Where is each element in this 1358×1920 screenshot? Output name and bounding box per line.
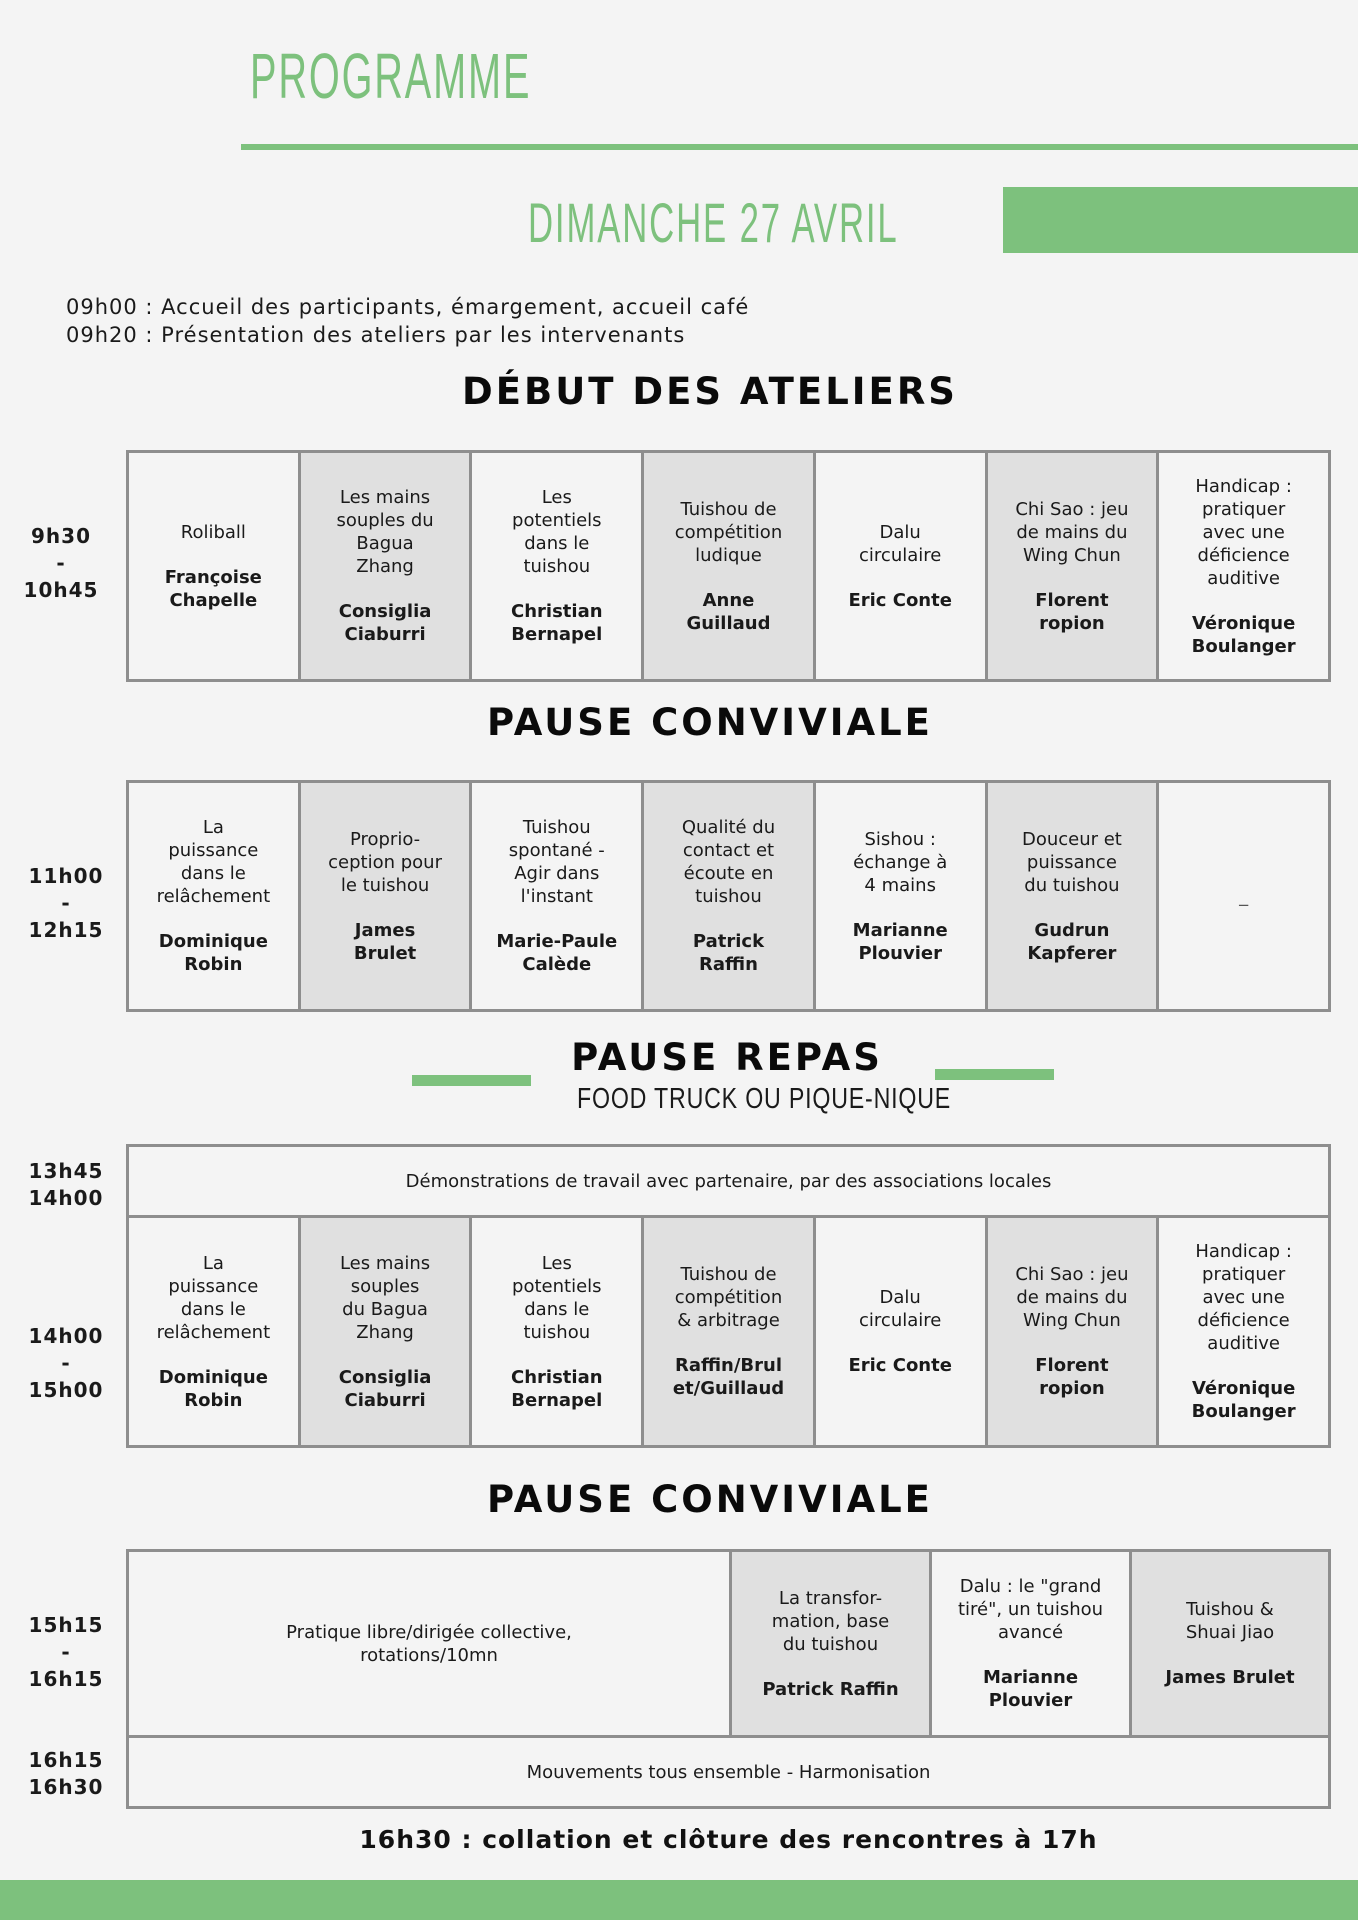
workshop-title: Sishou : échange à 4 mains [853, 828, 948, 896]
time-slot: 11h00 - 12h15 [28, 864, 104, 942]
title-underline [241, 144, 1358, 150]
workshop-speaker: Consiglia Ciaburri [338, 1366, 432, 1411]
workshop-title: Handicap : pratiquer avec une déficience auditive [1195, 1241, 1292, 1354]
intro-line: 09h20 : Présentation des ateliers par les intervenants [66, 323, 686, 347]
workshop-grid-3 [126, 1215, 1331, 1448]
workshop-cell [988, 783, 1157, 1009]
workshop-cell [644, 1218, 813, 1445]
workshop-title: Dalu : le "grand tiré", un tuishou avancé [957, 1576, 1104, 1643]
workshop-cell [301, 783, 470, 1009]
workshop-grid-2 [126, 780, 1331, 1012]
workshop-speaker: Consiglia Ciaburri [338, 601, 432, 645]
free-practice-cell [129, 1552, 729, 1735]
workshop-cell [816, 1218, 985, 1445]
workshop-cell [732, 1552, 929, 1735]
demo-row [126, 1144, 1331, 1218]
workshop-cell [988, 453, 1157, 679]
lunch-heading: PAUSE REPAS [571, 1036, 883, 1079]
workshop-title: Les mains souples du Bagua Zhang [336, 487, 434, 577]
final-row [126, 1735, 1331, 1809]
time-slot: 14h00 - 15h00 [28, 1324, 104, 1402]
section-heading: DÉBUT DES ATELIERS [462, 370, 958, 413]
footer-bar [0, 1880, 1358, 1920]
workshop-cell [644, 783, 813, 1009]
section-heading: PAUSE CONVIVIALE [487, 701, 933, 744]
workshop-speaker: Eric Conte [848, 589, 952, 611]
demo-text: Démonstrations de travail avec partenaire, par des associations locales [405, 1170, 1052, 1192]
workshop-grid-1 [126, 450, 1331, 682]
workshop-speaker: Marianne Plouvier [982, 1667, 1079, 1711]
workshop-cell [472, 1218, 641, 1445]
workshop-title: Tuishou de compétition ludique [674, 498, 783, 566]
intro-line: 09h00 : Accueil des participants, émargement, accueil café [66, 295, 750, 319]
workshop-speaker: Marianne Plouvier [852, 919, 948, 964]
workshop-cell [644, 453, 813, 679]
workshop-title: Les potentiels dans le tuishou [512, 1252, 602, 1343]
final-text: Mouvements tous ensemble - Harmonisation [526, 1761, 931, 1783]
demo-cell [129, 1147, 1328, 1215]
workshop-title: La puissance dans le relâchement [156, 1252, 271, 1343]
workshop-speaker: Gudrun Kapferer [1027, 919, 1117, 964]
workshop-cell [1159, 783, 1328, 1009]
section-heading: PAUSE CONVIVIALE [487, 1478, 933, 1521]
workshop-cell [1159, 453, 1328, 679]
time-slot: 9h30 - 10h45 [23, 524, 99, 602]
time-slot: 13h45 14h00 [28, 1159, 104, 1210]
workshop-cell [816, 453, 985, 679]
workshop-title: Handicap : pratiquer avec une déficience auditive [1195, 475, 1292, 589]
workshop-title: Dalu circulaire [859, 521, 942, 566]
workshop-cell [932, 1552, 1129, 1735]
workshop-speaker: Florent ropion [1035, 1355, 1109, 1399]
workshop-cell [1132, 1552, 1328, 1735]
workshop-cell [301, 1218, 470, 1445]
workshop-cell [129, 783, 298, 1009]
workshop-title: Les potentiels dans le tuishou [512, 487, 602, 577]
workshop-title: Proprio- ception pour le tuishou [328, 828, 442, 896]
workshop-title: Qualité du contact et écoute en tuishou [681, 817, 776, 907]
time-slot: 16h15 16h30 [28, 1748, 104, 1799]
workshop-speaker: Dominique Robin [158, 931, 268, 975]
workshop-speaker: Françoise Chapelle [164, 566, 262, 611]
final-cell [129, 1738, 1328, 1806]
workshop-title: Roliball [180, 521, 246, 543]
workshop-title: Chi Sao : jeu de mains du Wing Chun [1015, 498, 1129, 566]
workshop-speaker: Anne Guillaud [686, 589, 771, 634]
workshop-speaker: Eric Conte [848, 1355, 952, 1376]
workshop-title: Tuishou de compétition & arbitrage [674, 1264, 783, 1331]
lunch-subheading: FOOD TRUCK OU PIQUE-NIQUE [577, 1083, 952, 1115]
workshop-speaker: James Brulet [1165, 1667, 1295, 1688]
closing-text: 16h30 : collation et clôture des rencontres à 17h [359, 1825, 1098, 1854]
workshop-title: Les mains souples du Bagua Zhang [339, 1252, 431, 1343]
workshop-title: Dalu circulaire [859, 1287, 942, 1331]
workshop-speaker: Véronique Boulanger [1191, 1378, 1296, 1422]
workshop-speaker: Patrick Raffin [692, 931, 765, 975]
workshop-title: La puissance dans le relâchement [156, 817, 271, 907]
time-slot: 15h15 - 16h15 [28, 1613, 104, 1691]
workshop-title: _ [1239, 885, 1249, 907]
workshop-speaker: James Brulet [353, 919, 417, 964]
workshop-speaker: Patrick Raffin [762, 1678, 899, 1700]
workshop-cell [301, 453, 470, 679]
page-title: PROGRAMME [250, 40, 532, 112]
workshop-speaker: Christian Bernapel [511, 1366, 603, 1411]
workshop-speaker: Raffin/Brul et/Guillaud [672, 1355, 785, 1399]
cell-title: Pratique libre/dirigée collective, rotations/10mn [286, 1621, 572, 1666]
workshop-cell [472, 453, 641, 679]
workshop-title: Chi Sao : jeu de mains du Wing Chun [1015, 1264, 1129, 1331]
workshop-title: Douceur et puissance du tuishou [1021, 828, 1122, 896]
workshop-title: Tuishou spontané - Agir dans l'instant [508, 817, 605, 907]
workshop-speaker: Marie-Paule Calède [496, 931, 618, 975]
workshop-cell [988, 1218, 1157, 1445]
workshop-speaker: Christian Bernapel [511, 601, 603, 645]
workshop-cell [1159, 1218, 1328, 1445]
date-bar [1003, 187, 1358, 253]
date-heading: DIMANCHE 27 AVRIL [528, 191, 899, 254]
workshop-speaker: Dominique Robin [158, 1366, 268, 1411]
workshop-cell [472, 783, 641, 1009]
workshop-grid-4 [126, 1549, 1331, 1738]
workshop-speaker: Florent ropion [1035, 589, 1109, 634]
workshop-cell [816, 783, 985, 1009]
workshop-speaker: Véronique Boulanger [1191, 612, 1296, 657]
workshop-cell [129, 453, 298, 679]
workshop-cell [129, 1218, 298, 1445]
workshop-title: La transfor- mation, base du tuishou [771, 1587, 890, 1655]
workshop-title: Tuishou & Shuai Jiao [1185, 1599, 1275, 1643]
